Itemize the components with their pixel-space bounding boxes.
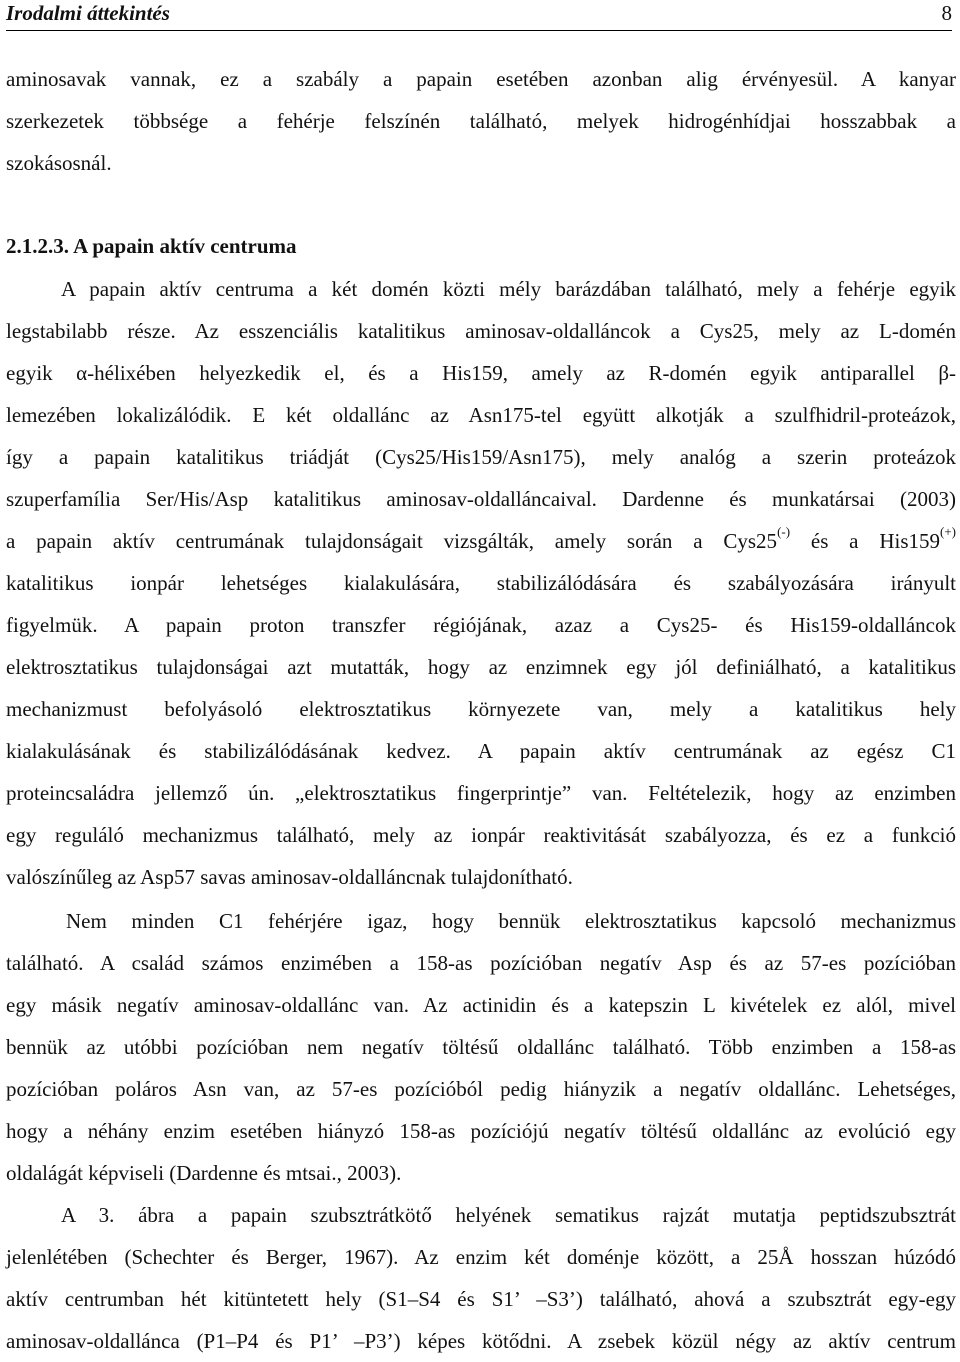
text-line: A papain aktív centruma a két domén közti mély barázdában található, mely a fehérje egyik — [61, 277, 956, 301]
text-line: szerkezetek többsége a fehérje felszínén található, melyek hidrogénhídjai hosszabbak a — [6, 109, 956, 133]
text-line: katalitikus ionpár lehetséges kialakulására, stabilizálódására és szabályozására irányult — [6, 571, 956, 595]
charge-superscript: (-) — [777, 524, 791, 539]
paragraph-continuation — [6, 58, 956, 184]
text-line: valószínűleg az Asp57 savas aminosav-oldalláncnak tulajdonítható. — [6, 865, 573, 889]
section-heading — [6, 230, 297, 262]
text-line: hogy a néhány enzim esetében hiányzó 158-as pozíciójú negatív töltésű oldallánc az evolúció egy — [6, 1119, 956, 1143]
chapter-title: Irodalmi áttekintés — [6, 1, 170, 25]
text-line: egy reguláló mechanizmus található, mely az ionpár reaktivitását szabályozza, és ez a funkció — [6, 823, 956, 847]
text-line: A 3. ábra a papain szubsztrátkötő helyének sematikus rajzát mutatja peptidszubsztrát — [61, 1203, 956, 1227]
paragraph-substrate-binding — [6, 1194, 956, 1362]
text-line: oldalágát képviseli (Dardenne és mtsai., 2003). — [6, 1161, 402, 1185]
text-line: bennük az utóbbi pozícióban nem negatív töltésű oldallánc található. Több enzimben a 158-as — [6, 1035, 956, 1059]
text-segment: és a His159 — [790, 529, 940, 553]
text-line: proteincsaládra jellemző ún. „elektrosztatikus fingerprintje” van. Feltételezik, hogy az enzimben — [6, 781, 956, 805]
running-header — [6, 0, 952, 31]
text-line: elektrosztatikus tulajdonságai azt mutatták, hogy az enzimnek egy jól definiálható, a katalitikus — [6, 655, 956, 679]
text-line-with-superscripts — [6, 520, 956, 562]
text-line: legstabilabb része. Az esszenciális katalitikus aminosav-oldalláncok a Cys25, mely az L-domén — [6, 319, 956, 343]
text-line: lemezében lokalizálódik. E két oldallánc az Asn175-tel együtt alkotják a szulfhidril-proteázok, — [6, 403, 956, 427]
text-line: mechanizmust befolyásoló elektrosztatikus környezete van, mely a katalitikus hely — [6, 697, 956, 721]
text-line: így a papain katalitikus triádját (Cys25/His159/Asn175), mely analóg a szerin proteázok — [6, 445, 956, 469]
text-line: egyik α-hélixében helyezkedik el, és a His159, amely az R-domén egyik antiparallel β- — [6, 361, 956, 385]
text-line: egy másik negatív aminosav-oldallánc van. Az actinidin és a katepszin L kivételek ez alól, mivel — [6, 993, 956, 1017]
text-line: kialakulásának és stabilizálódásának kedvez. A papain aktív centrumának az egész C1 — [6, 739, 956, 763]
paragraph-active-site — [6, 268, 956, 898]
text-line: aminosavak vannak, ez a szabály a papain esetében azonban alig érvényesül. A kanyar — [6, 67, 956, 91]
section-number: 2.1.2.3. — [6, 234, 69, 258]
text-line: aminosav-oldallánca (P1–P4 és P1’ –P3’) képes kötődni. A zsebek közül négy az aktív centrum — [6, 1329, 956, 1353]
section-title: A papain aktív centruma — [73, 234, 297, 258]
text-segment: a papain aktív centrumának tulajdonságait vizsgálták, amely során a Cys25 — [6, 529, 778, 553]
text-line: található. A család számos enzimében a 158-as pozícióban negatív Asp és az 57-es pozícióban — [6, 951, 956, 975]
text-line: figyelmük. A papain proton transzfer régiójának, azaz a Cys25- és His159-oldalláncok — [6, 613, 956, 637]
text-line: Nem minden C1 fehérjére igaz, hogy bennük elektrosztatikus kapcsoló mechanizmus — [66, 909, 956, 933]
page-number: 8 — [941, 1, 952, 25]
text-line: szuperfamília Ser/His/Asp katalitikus aminosav-oldalláncaival. Dardenne és munkatársai (2003) — [6, 487, 956, 511]
paragraph-c1-family — [6, 900, 956, 1194]
charge-superscript: (+) — [940, 524, 956, 539]
text-line: jelenlétében (Schechter és Berger, 1967). Az enzim két doménje között, a 25Å hosszan húzódó — [6, 1245, 956, 1269]
text-line: szokásosnál. — [6, 151, 112, 175]
text-line: pozícióban poláros Asn van, az 57-es pozícióból pedig hiányzik a negatív oldallánc. Lehetséges, — [6, 1077, 956, 1101]
text-line: aktív centrumban hét kitüntetett hely (S1–S4 és S1’ –S3’) található, ahová a szubsztrát egy-egy — [6, 1287, 956, 1311]
